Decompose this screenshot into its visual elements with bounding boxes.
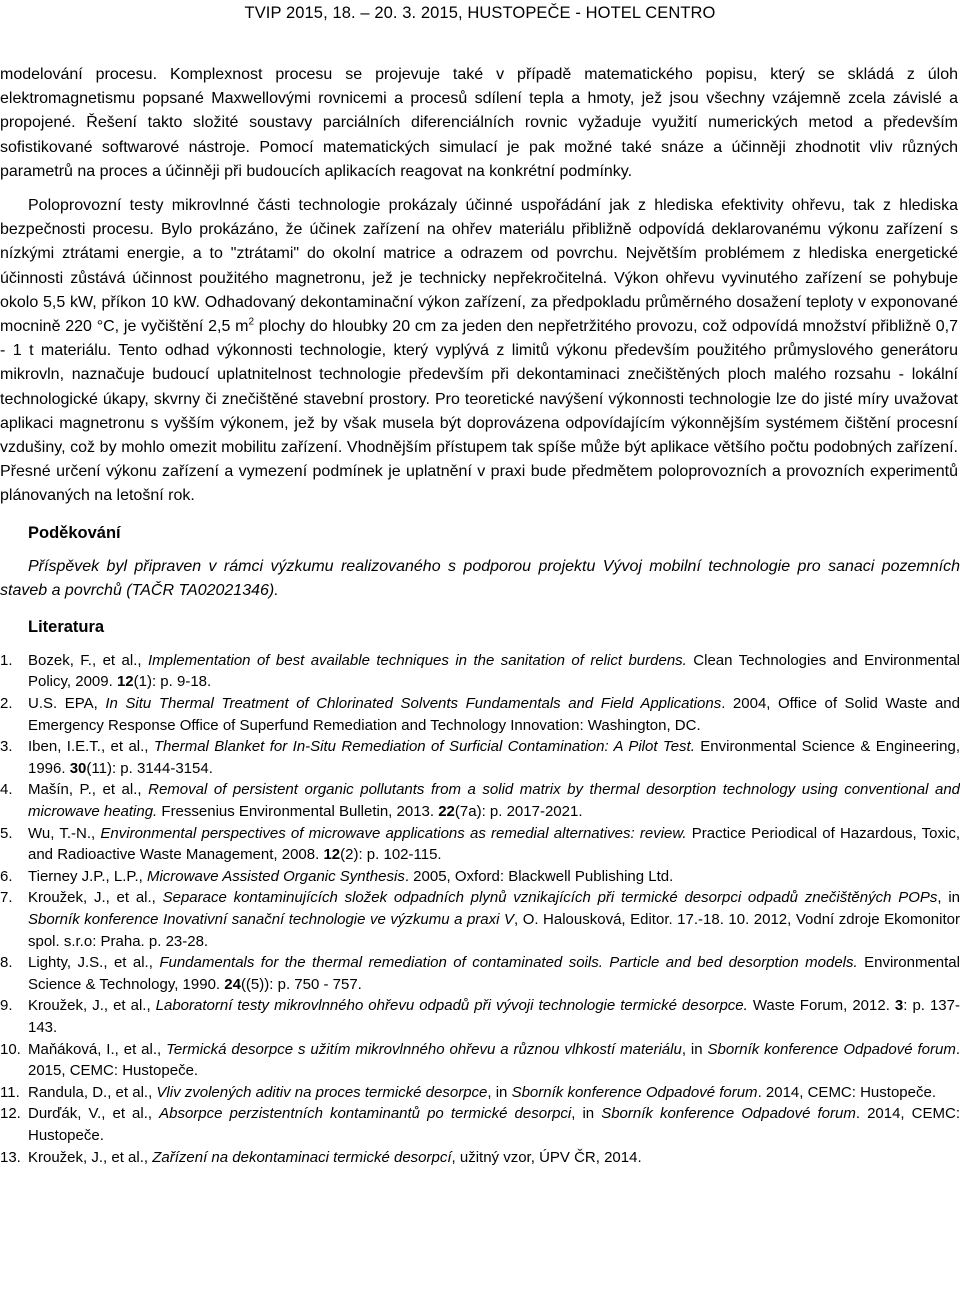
- page-body: [0, 63, 960, 1168]
- reference-title: Microwave Assisted Organic Synthesis: [146, 867, 405, 885]
- running-header: TVIP 2015, 18. – 20. 3. 2015, HUSTOPEČE - HOTEL CENTRO: [244, 4, 716, 22]
- reference-number: 2.: [0, 695, 13, 713]
- reference-publisher: . 2014, CEMC: Hustopeče.: [757, 1083, 936, 1101]
- paragraph-2-text-b: plochy do hloubky 20 cm za jeden den nepřetržitého provozu, což odpovídá množství přibližně 0,7 - 1 t materiálu. Tento odhad výkonnosti technologie, který vyplývá z limitů výkonu především použitého průmyslového generátoru mikrovln, naznačuje budoucí uplatnitelnost technologie především při dekontaminaci znečištěných ploch malého rozsahu - lokální technologické úkapy, skvrny či znečištěné stavební prostory. Pro teoretické navýšení výkonnosti technologie lze do jisté míry uvažovat aplikaci magnetronu s vyšším výkonem, jež by však musela být doprovázena odpovídajícím výkonnějším systémem čištění procesní vzdušiny, což by mohlo omezit mobilitu zařízení. Vhodnějším přístupem tak spíše může být aplikace většího počtu podobných zařízení. Přesné určení výkonu zařízení a vymezení podmínek je uplatnění v praxi bude předmětem poloprovozních a provozních experimentů plánovaných na letošní rok.: [0, 318, 958, 505]
- reference-number: 7.: [0, 889, 13, 907]
- reference-source: Clean Technologies and Environmental Policy, 2009.: [28, 651, 960, 691]
- reference-number: 12.: [0, 1105, 21, 1123]
- reference-authors: Kroužek, J., et al.,: [28, 997, 156, 1015]
- paragraph-2-text-a: Poloprovozní testy mikrovlnné části technologie prokázaly účinné uspořádání jak z hlediska efektivity ohřevu, tak z hlediska bezpečnosti procesu. Bylo prokázáno, že účinek zařízení na ohřev materiálu přibližně odpovídá deklarovanému výkonu zařízení s nízkými ztrátami energie, a to "ztrátami" do okolní matrice a odrazem od povrchu. Největším problémem z hlediska energetické účinnosti zůstává účinnost použitého magnetronu, jež je technicky nepřekročitelná. Výkon ohřevu vyvinutého zařízení se pohybuje okolo 5,5 kW, příkon 10 kW. Odhadovaný dekontaminační výkon zařízení, za předpokladu průměrného dosažení teploty v exponované mocnině 220 °C, je vyčištění 2,5 m: [0, 197, 958, 336]
- reference-authors: Iben, I.E.T., et al.,: [28, 738, 154, 756]
- reference-source: . 2005, Oxford: Blackwell Publishing Ltd.: [404, 867, 674, 885]
- reference-authors: Randula, D., et al.,: [28, 1083, 157, 1101]
- reference-volume: 22: [438, 803, 455, 820]
- reference-proceedings-title: Sborník konference Inovativní sanační technologie ve výzkumu a praxi V: [28, 910, 514, 928]
- reference-publisher: . 2014, CEMC: Hustopeče.: [28, 1105, 960, 1144]
- reference-number: 5.: [0, 824, 13, 842]
- reference-authors: Lighty, J.S., et al.,: [28, 954, 160, 972]
- reference-source: , in: [487, 1083, 512, 1101]
- reference-authors: Mašín, P., et al.,: [28, 781, 149, 799]
- reference-volume: 24: [224, 975, 241, 993]
- acknowledgement-text: Příspěvek byl připraven v rámci výzkumu realizovaného s podporou projektu Vývoj mobilní technologie pro sanaci pozemních staveb a povrchů (TAČR TA02021346).: [0, 557, 960, 600]
- reference-number: 1.: [0, 651, 13, 669]
- reference-item: [0, 887, 960, 952]
- reference-pages: (2): p. 102-115.: [340, 846, 442, 864]
- paragraph-1: modelování procesu. Komplexnost procesu se projevuje také v případě matematického popisu, který se skládá z úloh elektromagnetismu popsané Maxwellovými rovnicemi a procesů sdílení tepla a hmoty, jež jsou všechny vzájemně zcela závislé a propojené. Řešení takto složité soustavy parciálních diferenciálních rovnic vyžaduje využití numerických metod a především sofistikované softwarové nástroje. Pomocí matematických simulací je pak možné také snáze a účinněji zhodnotit vliv různých parametrů na proces a účinněji při budoucích aplikacích reagovat na konkrétní podmínky.: [0, 66, 958, 180]
- reference-pages: (7a): p. 2017-2021.: [454, 803, 583, 820]
- reference-publisher: . 2015, CEMC: Hustopeče.: [28, 1040, 960, 1080]
- reference-item: [0, 866, 960, 888]
- reference-title: Termická desorpce s užitím mikrovlnného ohřevu a různou vlhkostí materiálu: [166, 1040, 682, 1058]
- reference-pages: ((5)): p. 750 - 757.: [240, 975, 362, 993]
- reference-source: . 2004, Office of Solid Waste and Emergency Response Office of Superfund Remediation and Technology Innovation: Washington, DC.: [28, 695, 960, 734]
- reference-authors: Durďák, V., et al.,: [28, 1105, 160, 1123]
- reference-source: , in: [681, 1040, 708, 1058]
- acknowledgement-heading: Poděkování: [28, 523, 121, 542]
- reference-authors: Kroužek, J., et al.,: [28, 1148, 153, 1166]
- reference-number: 8.: [0, 954, 13, 972]
- reference-item: [0, 779, 960, 822]
- reference-proceedings-title: Sborník konference Odpadové forum: [601, 1105, 856, 1123]
- reference-list: [0, 650, 960, 1168]
- reference-title: Separace kontaminujících složek odpadních plynů vznikajících při termické desorpci odpadů znečištěných POPs: [162, 889, 938, 907]
- reference-pages: (1): p. 9-18.: [133, 673, 212, 691]
- reference-source: Practice Periodical of Hazardous, Toxic, and Radioactive Waste Management, 2008.: [28, 824, 960, 864]
- reference-source: Environmental Science & Engineering, 1996.: [28, 738, 960, 777]
- reference-item: [0, 823, 960, 866]
- reference-authors: Bozek, F., et al.,: [28, 651, 148, 669]
- reference-number: 9.: [0, 997, 13, 1015]
- reference-authors: Wu, T.-N.,: [28, 824, 101, 842]
- reference-title: Zařízení na dekontaminaci termické desorpcí: [152, 1148, 452, 1166]
- reference-title: Environmental perspectives of microwave applications as remedial alternatives: review.: [100, 824, 687, 842]
- reference-item: [0, 736, 960, 779]
- reference-source: , užitný vzor, ÚPV ČR, 2014.: [451, 1148, 642, 1166]
- reference-title: In Situ Thermal Treatment of Chlorinated Solvents Fundamentals and Field Applications: [105, 695, 722, 713]
- reference-item: [0, 1039, 960, 1082]
- reference-number: 13.: [0, 1148, 21, 1166]
- reference-source: Waste Forum, 2012.: [747, 997, 895, 1015]
- reference-pages: : p. 137-143.: [28, 997, 960, 1036]
- reference-authors: Maňáková, I., et al.,: [28, 1040, 167, 1058]
- reference-volume: 12: [323, 846, 341, 864]
- reference-number: 4.: [0, 781, 13, 799]
- reference-item: [0, 693, 960, 736]
- reference-source: , in: [937, 889, 960, 907]
- references-heading: Literatura: [28, 617, 105, 636]
- reference-proceedings-title: Sborník konference Odpadové forum: [707, 1040, 956, 1058]
- superscript: 2: [248, 316, 255, 328]
- reference-proceedings-title: Sborník konference Odpadové forum: [511, 1083, 758, 1101]
- reference-volume: 30: [69, 759, 87, 777]
- reference-item: [0, 952, 960, 995]
- reference-title: Thermal Blanket for In-Situ Remediation of Surficial Contamination: A Pilot Test.: [153, 738, 695, 756]
- reference-number: 6.: [0, 867, 13, 885]
- reference-pages: (11): p. 3144-3154.: [86, 759, 213, 777]
- reference-item: [0, 1147, 960, 1169]
- reference-volume: 3: [894, 997, 904, 1015]
- reference-source: Fressenius Environmental Bulletin, 2013.: [157, 803, 439, 820]
- reference-item: [0, 1082, 960, 1104]
- reference-item: [0, 650, 960, 693]
- reference-title: Removal of persistent organic pollutants from a solid matrix by thermal desorption technology using conventional and microwave heating.: [28, 781, 960, 820]
- reference-authors: U.S. EPA,: [28, 695, 106, 713]
- reference-publisher: , O. Halousková, Editor. 17.-18. 10. 2012, Vodní zdroje Ekomonitor spol. s.r.o: Praha. p. 23-28.: [28, 910, 960, 950]
- reference-title: Absorpce perzistentních kontaminantů po termické desorpci: [159, 1105, 572, 1123]
- reference-volume: 12: [116, 673, 134, 691]
- reference-number: 11.: [0, 1083, 20, 1101]
- reference-authors: Kroužek, J., et al.,: [28, 889, 163, 907]
- reference-item: [0, 1103, 960, 1146]
- reference-source: , in: [571, 1105, 602, 1123]
- reference-title: Vliv zvolených aditiv na proces termické desorpce: [156, 1083, 488, 1101]
- reference-item: [0, 995, 960, 1038]
- reference-title: Laboratorní testy mikrovlnného ohřevu odpadů při vývoji technologie termické desorpce.: [155, 997, 748, 1015]
- paragraph-2: [0, 194, 960, 509]
- reference-authors: Tierney J.P., L.P.,: [28, 867, 147, 885]
- reference-source: Environmental Science & Technology, 1990.: [28, 954, 960, 993]
- reference-number: 10.: [0, 1040, 21, 1058]
- reference-title: Fundamentals for the thermal remediation of contaminated soils. Particle and bed desorption models.: [159, 954, 858, 972]
- reference-number: 3.: [0, 738, 13, 756]
- reference-title: Implementation of best available techniques in the sanitation of relict burdens.: [147, 651, 687, 669]
